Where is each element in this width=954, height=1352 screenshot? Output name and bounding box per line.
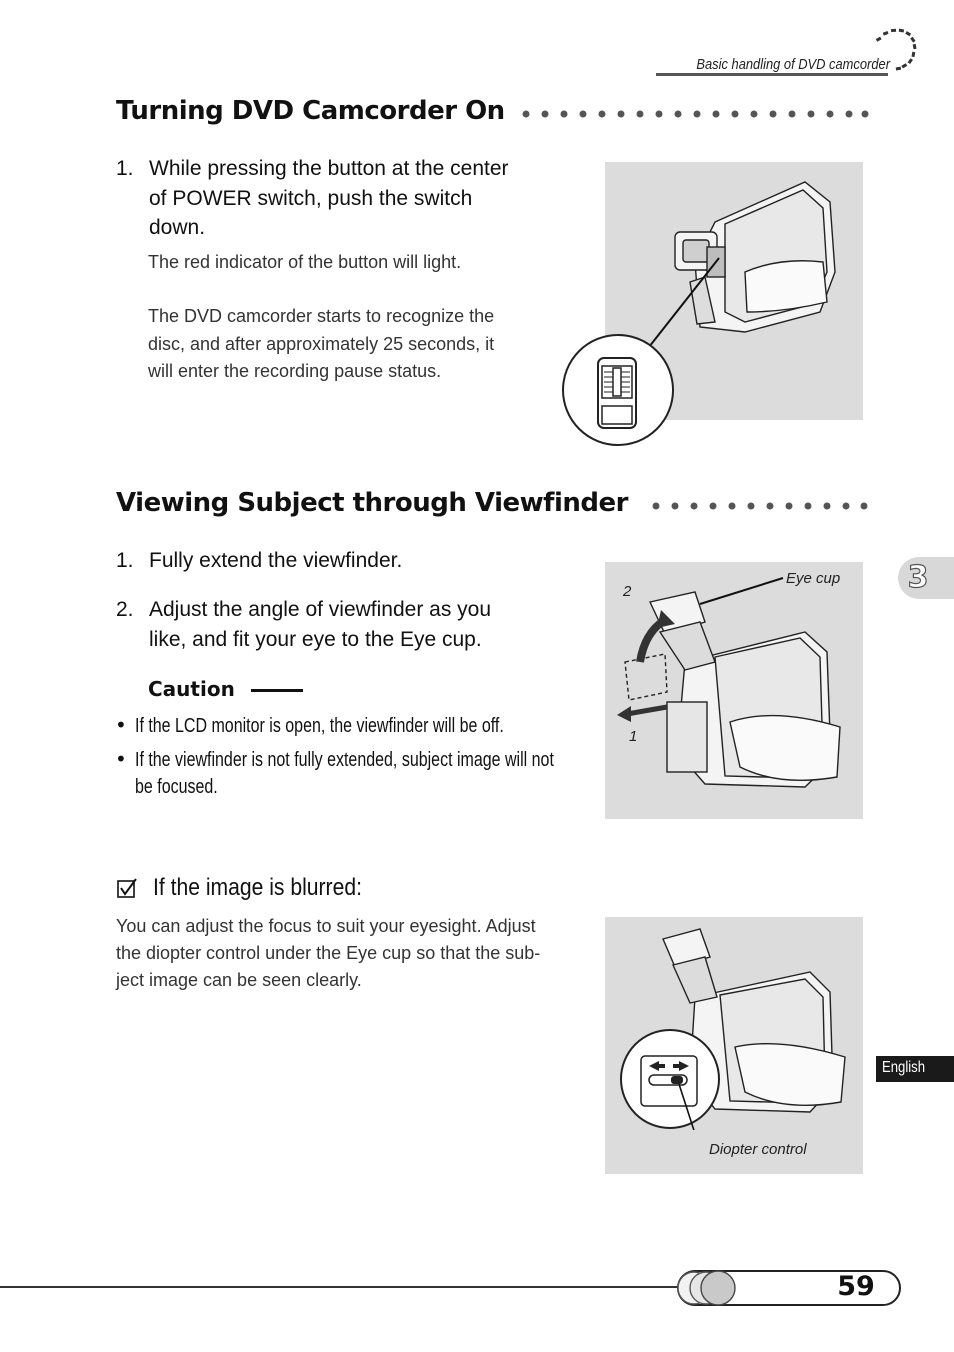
running-header: Basic handling of DVD camcorder [696,56,890,73]
step-text: While pressing the button at the center of POWER switch, push the switch down. [149,157,509,239]
step-text: Adjust the angle of viewfinder as you like, and fit your eye to the Eye cup. [149,598,492,651]
bullet-marker: • [115,747,127,771]
viewfinder-step-2 [116,595,586,655]
section-title-viewfinder: Viewing Subject through Viewfinder [116,488,628,518]
figure-viewfinder [605,562,863,819]
language-label: English [882,1059,926,1076]
step-number: 1. [116,157,134,180]
diopter-closeup-icon [619,1028,721,1130]
power-switch-closeup-icon [560,332,676,448]
viewfinder-step-1 [116,546,586,576]
caution-bullet-extend: If the viewfinder is not fully extended, subject image will not be focused. [135,749,554,798]
eye-cup-label: Eye cup [786,570,841,587]
recognition-note: The DVD camcorder starts to recognize the disc, and after approximately 25 seconds, it will enter the recording pause status. [148,306,495,381]
diopter-control-label: Diopter control [709,1141,807,1158]
step-number: 2. [116,598,134,621]
section-title-power-on: Turning DVD Camcorder On [116,96,505,126]
title-dot-leader [520,108,870,120]
caution-label: Caution [148,677,235,701]
footer-rule [0,1286,690,1288]
page-number: 59 [837,1271,875,1302]
diopter-instructions: You can adjust the focus to suit your eyesight. Adjust the diopter control under the Eye cup so that the sub- ject image can be seen clearly. [116,916,541,990]
caution-rule [251,689,303,692]
step-text: Fully extend the viewfinder. [149,549,403,572]
indicator-note: The red indicator of the button will light. [148,252,462,272]
checkbox-checked-icon [116,877,138,899]
step-number: 1. [116,549,134,572]
arrow-1-label: 1 [629,728,638,745]
caution-bullet-lcd: If the LCD monitor is open, the viewfinder will be off. [135,715,504,737]
arrow-2-label: 2 [623,583,632,600]
blurred-image-subtitle: If the image is blurred: [153,874,362,901]
power-on-step [116,154,586,244]
camcorder-viewfinder-illustration [605,562,863,819]
bullet-marker: • [115,713,127,737]
chapter-number: 3 [907,560,929,595]
header-rule [656,73,888,76]
title-dot-leader [650,500,870,512]
